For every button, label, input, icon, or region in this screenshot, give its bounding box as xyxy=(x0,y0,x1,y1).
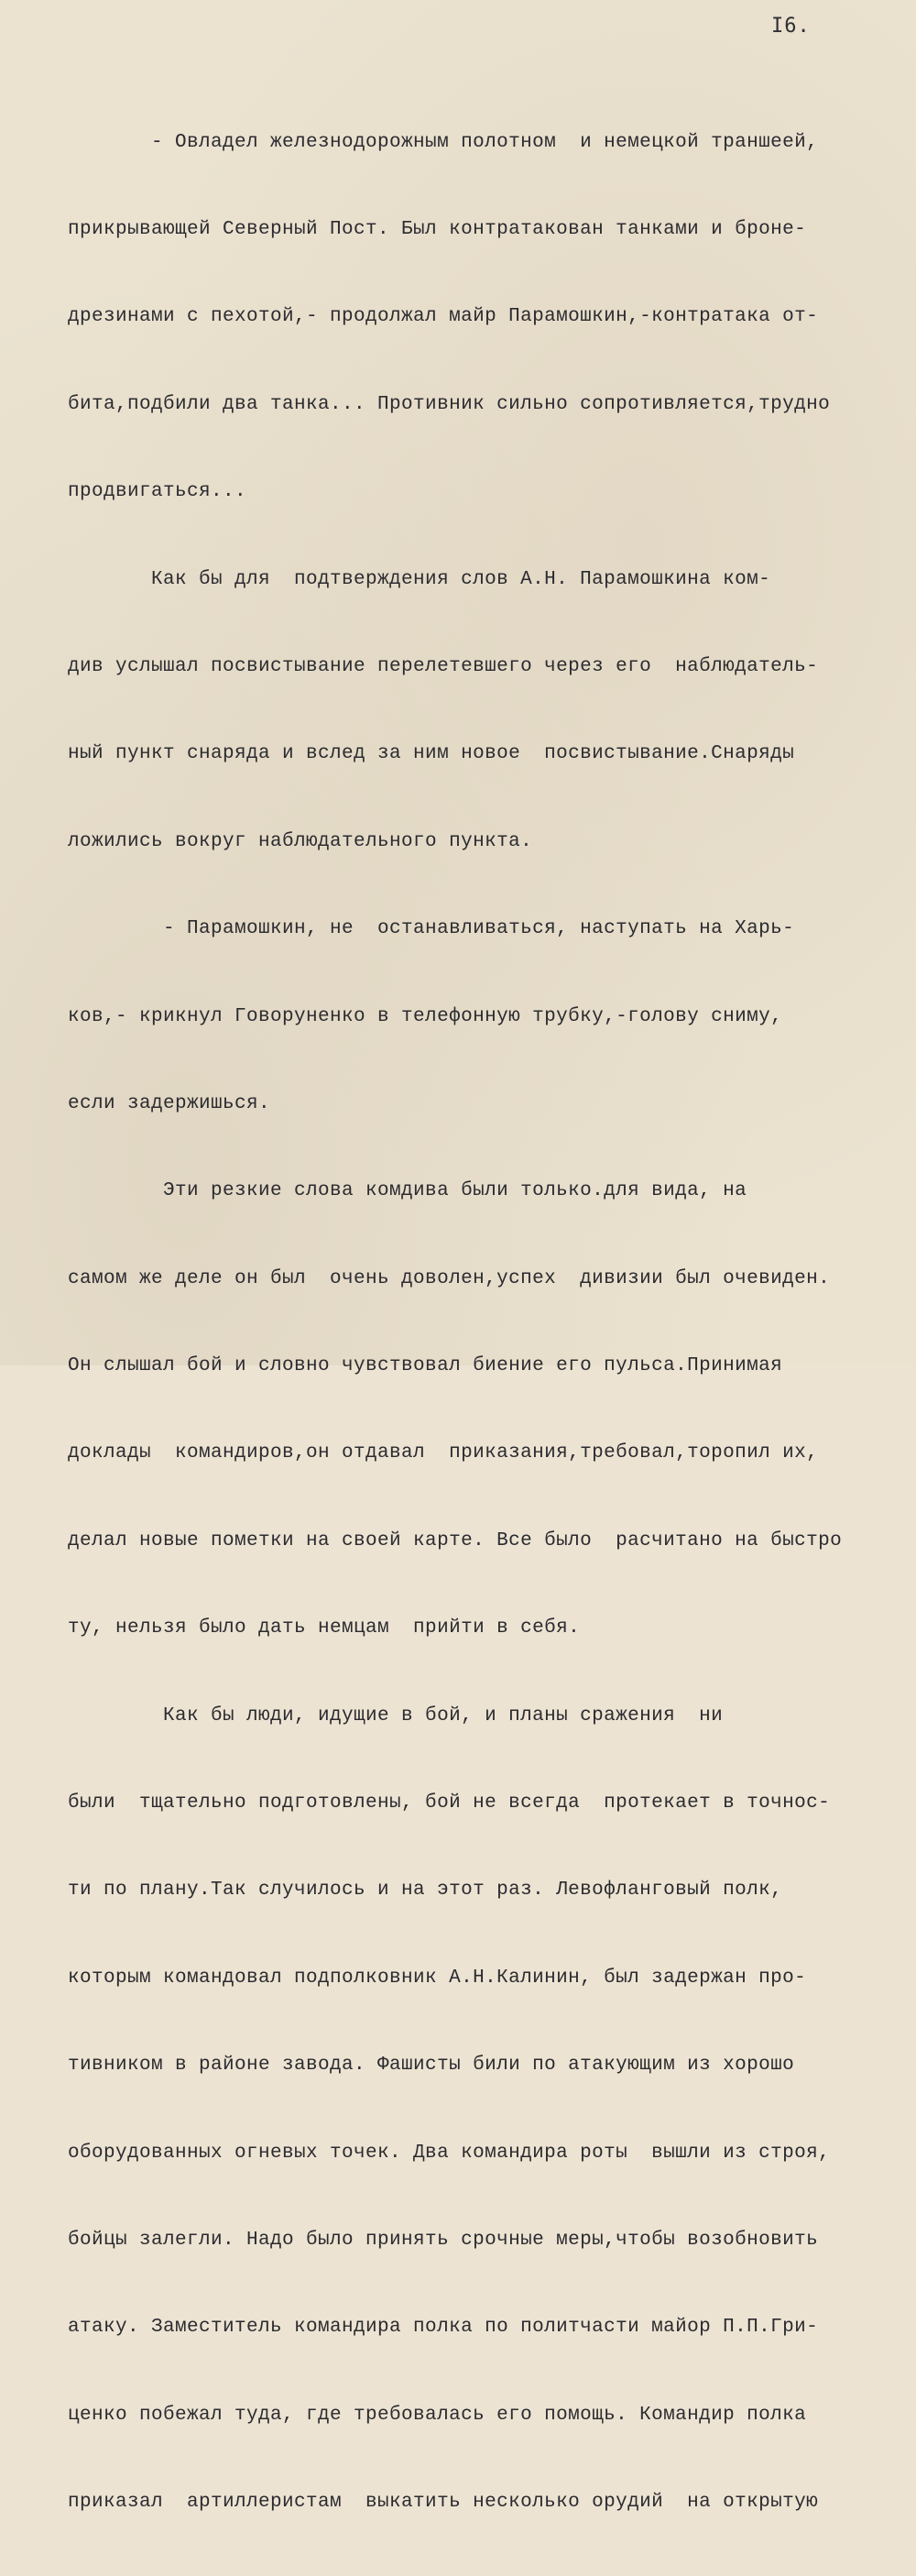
text-line: Эти резкие слова комдива были только.для вида, на xyxy=(68,1180,747,1202)
typescript-body xyxy=(68,70,911,2576)
text-line: доклады командиров,он отдавал приказания,требовал,торопил их, xyxy=(68,1442,819,1464)
text-line: Как бы люди, идущие в бой, и планы сражения ни xyxy=(68,1705,724,1726)
page-number: I6. xyxy=(771,15,811,38)
text-line: - Овладел железнодорожным полотном и немецкой траншеей, xyxy=(68,131,819,153)
text-line: ков,- крикнул Говоруненко в телефонную трубку,-голову сниму, xyxy=(68,1005,783,1027)
text-line: продвигаться... xyxy=(68,481,247,503)
text-line: были тщательно подготовлены, бой не всегда протекает в точнос- xyxy=(68,1792,831,1814)
text-line: дрезинами с пехотой,- продолжал майр Парамошкин,-контратака от- xyxy=(68,306,819,328)
text-line: ти по плану.Так случилось и на этот раз. Левофланговый полк, xyxy=(68,1880,783,1902)
text-line: ту, нельзя было дать немцам прийти в себя. xyxy=(68,1617,581,1639)
text-line: прикрывающей Северный Пост. Был контратакован танками и броне- xyxy=(68,218,807,240)
text-line: - Парамошкин, не останавливаться, наступать на Харь- xyxy=(68,918,795,940)
text-line: самом же деле он был очень доволен,успех дивизии был очевиден. xyxy=(68,1267,831,1289)
text-line: бойцы залегли. Надо было принять срочные меры,чтобы возобновить xyxy=(68,2229,819,2251)
text-line: ложились вокруг наблюдательного пункта. xyxy=(68,830,533,852)
text-line: тивником в районе завода. Фашисты били по атакующим из хорошо xyxy=(68,2055,795,2077)
text-line: ценко побежал туда, где требовалась его помощь. Командир полка xyxy=(68,2404,807,2426)
text-line: Как бы для подтверждения слов А.Н. Парамошкина ком- xyxy=(68,568,771,590)
text-line: делал новые пометки на своей карте. Все было расчитано на быстро xyxy=(68,1529,843,1551)
text-line: ный пункт снаряда и вслед за ним новое посвистывание.Снаряды xyxy=(68,743,795,765)
text-line: Он слышал бой и словно чувствовал биение его пульса.Принимая xyxy=(68,1355,783,1377)
text-line: оборудованных огневых точек. Два командира роты вышли из строя, xyxy=(68,2142,831,2164)
text-line: атаку. Заместитель командира полка по политчасти майор П.П.Гри- xyxy=(68,2317,819,2339)
text-line: приказал артиллеристам выкатить несколько орудий на открытую xyxy=(68,2492,819,2514)
text-line: которым командовал подполковник А.Н.Калинин, был задержан про- xyxy=(68,1967,807,1989)
text-line: бита,подбили два танка... Противник сильно сопротивляется,трудно xyxy=(68,393,831,415)
text-line: див услышал посвистывание перелетевшего через его наблюдатель- xyxy=(68,655,819,677)
text-line: если задержишься. xyxy=(68,1092,271,1114)
